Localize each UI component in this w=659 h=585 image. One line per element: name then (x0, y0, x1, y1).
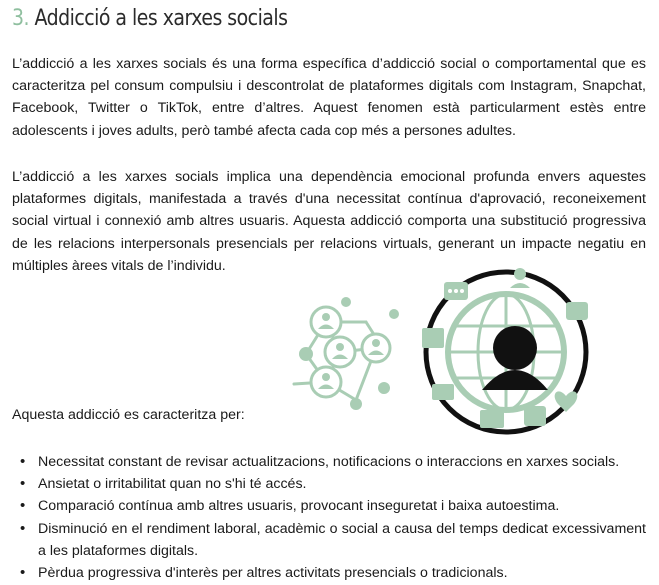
list-item: • Pèrdua progressiva d'interès per altres activitats presencials o tradicionals. (12, 562, 646, 584)
paragraph-dependence: L’addicció a les xarxes socials implica una dependència emocional profunda envers aquestes plataformes digitals, manifestada a través d'una necessitat contínua d'aprovació, reconeixement social virtual i connexió amb altres usuaris. Aquesta addicció comporta una substitució progressiva de les relacions interpersonals presencials per relacions virtuals, generant un impacte negatiu en múltiples àrees vitals de l’individu. (12, 169, 646, 274)
paragraph-characteristics-intro: Aquesta addicció es caracteritza per: (12, 407, 245, 423)
list-item: • Comparació contínua amb altres usuaris, provocant inseguretat i baixa autoestima. (12, 495, 646, 517)
section-number: 3. (12, 6, 30, 31)
section-title: Addicció a les xarxes socials (34, 6, 288, 31)
people-network-icon (284, 292, 412, 418)
list-item: • Ansietat o irritabilitat quan no s'hi té accés. (12, 473, 646, 495)
list-item: • Necessitat constant de revisar actualitzacions, notificacions o interaccions en xarxes socials. (12, 451, 646, 473)
paragraph-definition: L’addicció a les xarxes socials és una forma específica d’addicció social o comportamental que es caracteritza pel consum compulsiu i descontrolat de plataformes digitals com Instagram, Snapchat, Facebook, Twitter o TikTok, entre d’altres. Aquest fenomen està particularment estès entre adolescents i joves adults, però també afecta cada cop més a persones adultes. (12, 56, 646, 139)
section-heading (12, 6, 287, 31)
list-item: • Disminució en el rendiment laboral, acadèmic o social a causa del temps dedicat excessivament a les plataformes digitals. (12, 518, 646, 562)
characteristics-list (12, 451, 646, 584)
